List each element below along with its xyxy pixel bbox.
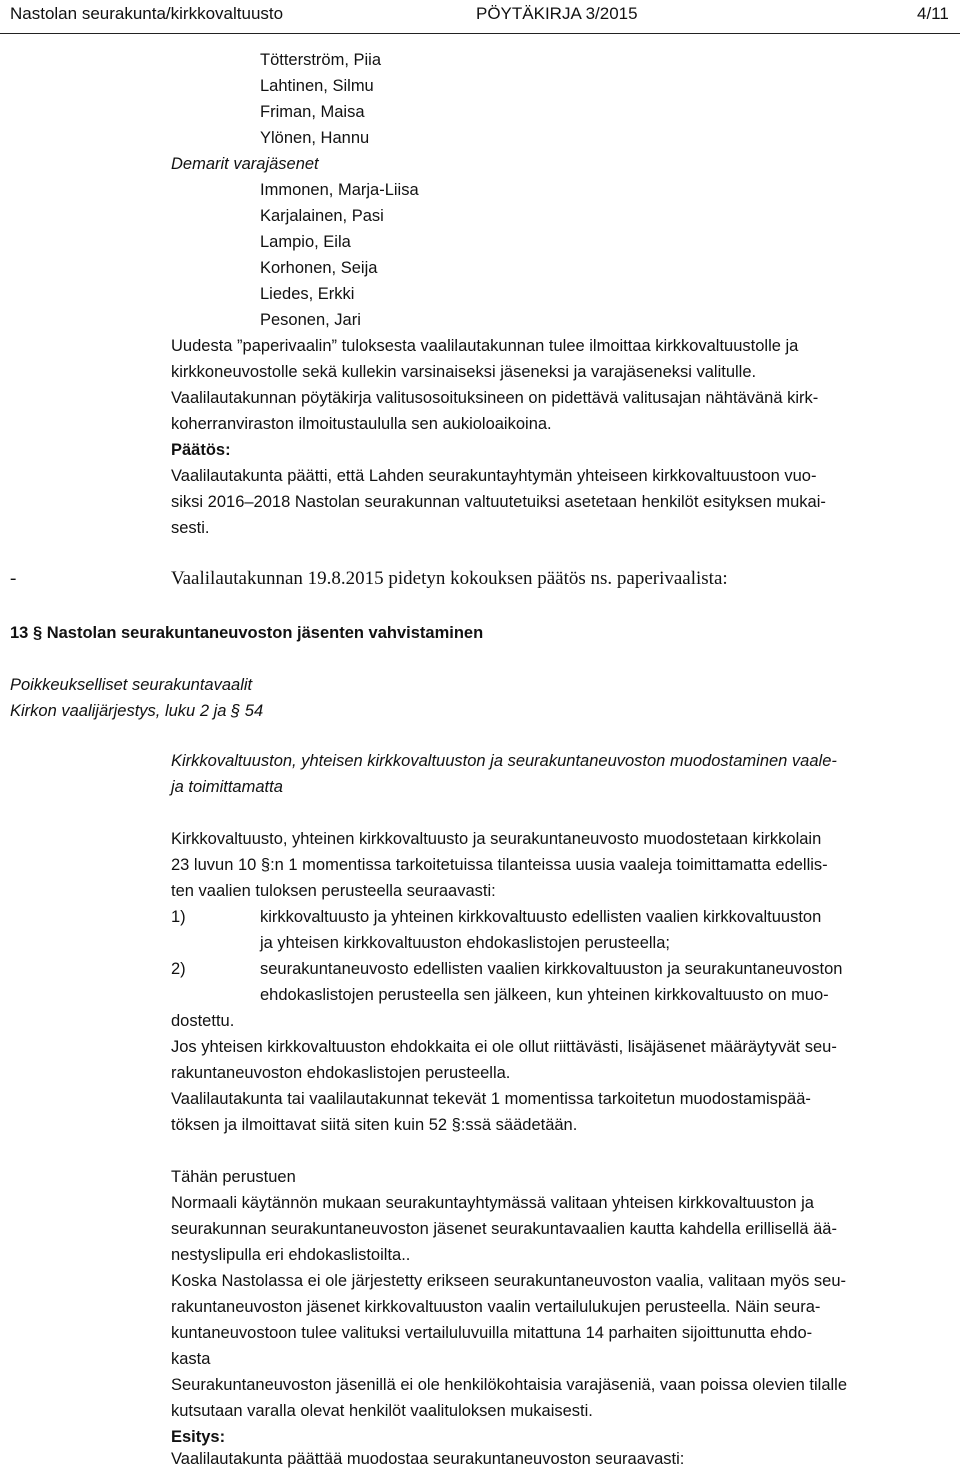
- body-line: Koska Nastolassa ei ole järjestetty erikseen seurakuntaneuvoston vaalia, valitaan myös seu-: [171, 1272, 847, 1290]
- notice-line: Uudesta ”paperivaalin” tuloksesta vaalilautakunnan tulee ilmoittaa kirkkovaltuustolle ja: [171, 337, 799, 355]
- member-name: Lahtinen, Silmu: [260, 77, 374, 95]
- body-line: 23 luvun 10 §:n 1 momentissa tarkoitetuissa tilanteissa uusia vaaleja toimittamatta edellis-: [171, 856, 828, 874]
- body-line: rakuntaneuvoston jäsenet kirkkovaltuuston vaalin vertailulukujen perusteella. Näin seura-: [171, 1298, 821, 1316]
- deputy-name: Immonen, Marja-Liisa: [260, 181, 419, 199]
- body-line: Seurakuntaneuvoston jäsenillä ei ole henkilökohtaisia varajäseniä, vaan poissa olevien tilalle: [171, 1376, 848, 1394]
- deputy-name: Korhonen, Seija: [260, 259, 378, 277]
- deputy-name: Liedes, Erkki: [260, 285, 355, 303]
- notice-line: kirkkoneuvostolle sekä kullekin varsinaiseksi jäseneksi ja varajäseneksi valitulle.: [171, 363, 757, 381]
- deputy-name: Karjalainen, Pasi: [260, 207, 384, 225]
- italic-title-line: Kirkkovaltuuston, yhteisen kirkkovaltuuston ja seurakuntaneuvoston muodostaminen vaale-: [171, 752, 837, 770]
- deputy-name: Pesonen, Jari: [260, 311, 361, 329]
- list-item-line: kirkkovaltuusto ja yhteinen kirkkovaltuusto edellisten vaalien kirkkovaltuuston: [260, 908, 822, 926]
- protocol-number: PÖYTÄKIRJA 3/2015: [476, 4, 638, 23]
- section-number: 13: [10, 624, 29, 642]
- body-line: rakuntaneuvoston ehdokaslistojen perusteella.: [171, 1064, 511, 1082]
- subheading: Poikkeukselliset seurakuntavaalit: [10, 676, 253, 694]
- deputy-name: Lampio, Eila: [260, 233, 351, 251]
- subheading: Kirkon vaalijärjestys, luku 2 ja § 54: [10, 702, 264, 720]
- decision-line: Vaalilautakunta päätti, että Lahden seurakuntayhtymän yhteiseen kirkkovaltuustoon vuo-: [171, 467, 817, 485]
- paper-election-heading: Vaalilautakunnan 19.8.2015 pidetyn kokouksen päätös ns. paperivaalista:: [171, 568, 728, 589]
- deputies-heading: Demarit varajäsenet: [171, 155, 319, 173]
- body-line: Kirkkovaltuusto, yhteinen kirkkovaltuusto ja seurakuntaneuvosto muodostetaan kirkkolain: [171, 830, 822, 848]
- member-name: Ylönen, Hannu: [260, 129, 370, 147]
- list-number: 2): [171, 960, 186, 978]
- body-line: töksen ja ilmoittavat siitä siten kuin 52 §:ssä säädetään.: [171, 1116, 578, 1134]
- notice-line: Vaalilautakunnan pöytäkirja valitusosoituksineen on pidettävä valitusajan nähtävänä kirk-: [171, 389, 819, 407]
- body-line: seurakunnan seurakuntaneuvoston jäsenet seurakuntavaalien kautta kahdella erillisellä ää-: [171, 1220, 837, 1238]
- list-item-line: ehdokaslistojen perusteella sen jälkeen, kun yhteinen kirkkovaltuusto on muo-: [260, 986, 829, 1004]
- page-number: 4/11: [917, 4, 949, 23]
- basis-heading: Tähän perustuen: [171, 1168, 296, 1186]
- dash-marker: -: [10, 568, 17, 589]
- proposal-label: Esitys:: [171, 1428, 226, 1446]
- body-line: kutsutaan varalla olevat henkilöt vaalituloksen mukaisesti.: [171, 1402, 593, 1420]
- header-rule: [0, 33, 960, 34]
- body-line: Normaali käytännön mukaan seurakuntayhtymässä valitaan yhteisen kirkkovaltuuston ja: [171, 1194, 814, 1212]
- member-name: Tötterström, Piia: [260, 51, 382, 69]
- italic-title-line: ja toimittamatta: [171, 778, 283, 796]
- section-title: Nastolan seurakuntaneuvoston jäsenten vahvistaminen: [46, 624, 484, 642]
- decision-line: siksi 2016–2018 Nastolan seurakunnan valtuutetuiksi asetetaan henkilöt esityksen mukai-: [171, 493, 826, 511]
- decision-line: sesti.: [171, 519, 210, 537]
- decision-label: Päätös:: [171, 441, 231, 459]
- section-heading: 13 § Nastolan seurakuntaneuvoston jäsenten vahvistaminen: [10, 624, 484, 642]
- body-line: kuntaneuvostoon tulee valituksi vertailuluvuilla mitattuna 14 parhaiten sijoittunutta ehdo-: [171, 1324, 813, 1342]
- list-tail: dostettu.: [171, 1012, 235, 1030]
- body-line: Jos yhteisen kirkkovaltuuston ehdokkaita ei ole ollut riittävästi, lisäjäsenet määräytyvät seu-: [171, 1038, 837, 1056]
- body-line: kasta: [171, 1350, 211, 1368]
- body-line: Vaalilautakunta tai vaalilautakunnat tekevät 1 momentissa tarkoitetun muodostamispää-: [171, 1090, 811, 1108]
- notice-line: koherranviraston ilmoitustaululla sen aukioloaikoina.: [171, 415, 552, 433]
- proposal-line: Vaalilautakunta päättää muodostaa seurakuntaneuvoston seuraavasti:: [171, 1450, 685, 1468]
- body-line: ten vaalien tuloksen perusteella seuraavasti:: [171, 882, 496, 900]
- list-item-line: ja yhteisen kirkkovaltuuston ehdokaslistojen perusteella;: [260, 934, 670, 952]
- member-name: Friman, Maisa: [260, 103, 365, 121]
- body-line: nestyslipulla eri ehdokaslistoilta..: [171, 1246, 411, 1264]
- list-item-line: seurakuntaneuvosto edellisten vaalien kirkkovaltuuston ja seurakuntaneuvoston: [260, 960, 843, 978]
- document-title: Nastolan seurakunta/kirkkovaltuusto: [10, 4, 284, 23]
- list-number: 1): [171, 908, 186, 926]
